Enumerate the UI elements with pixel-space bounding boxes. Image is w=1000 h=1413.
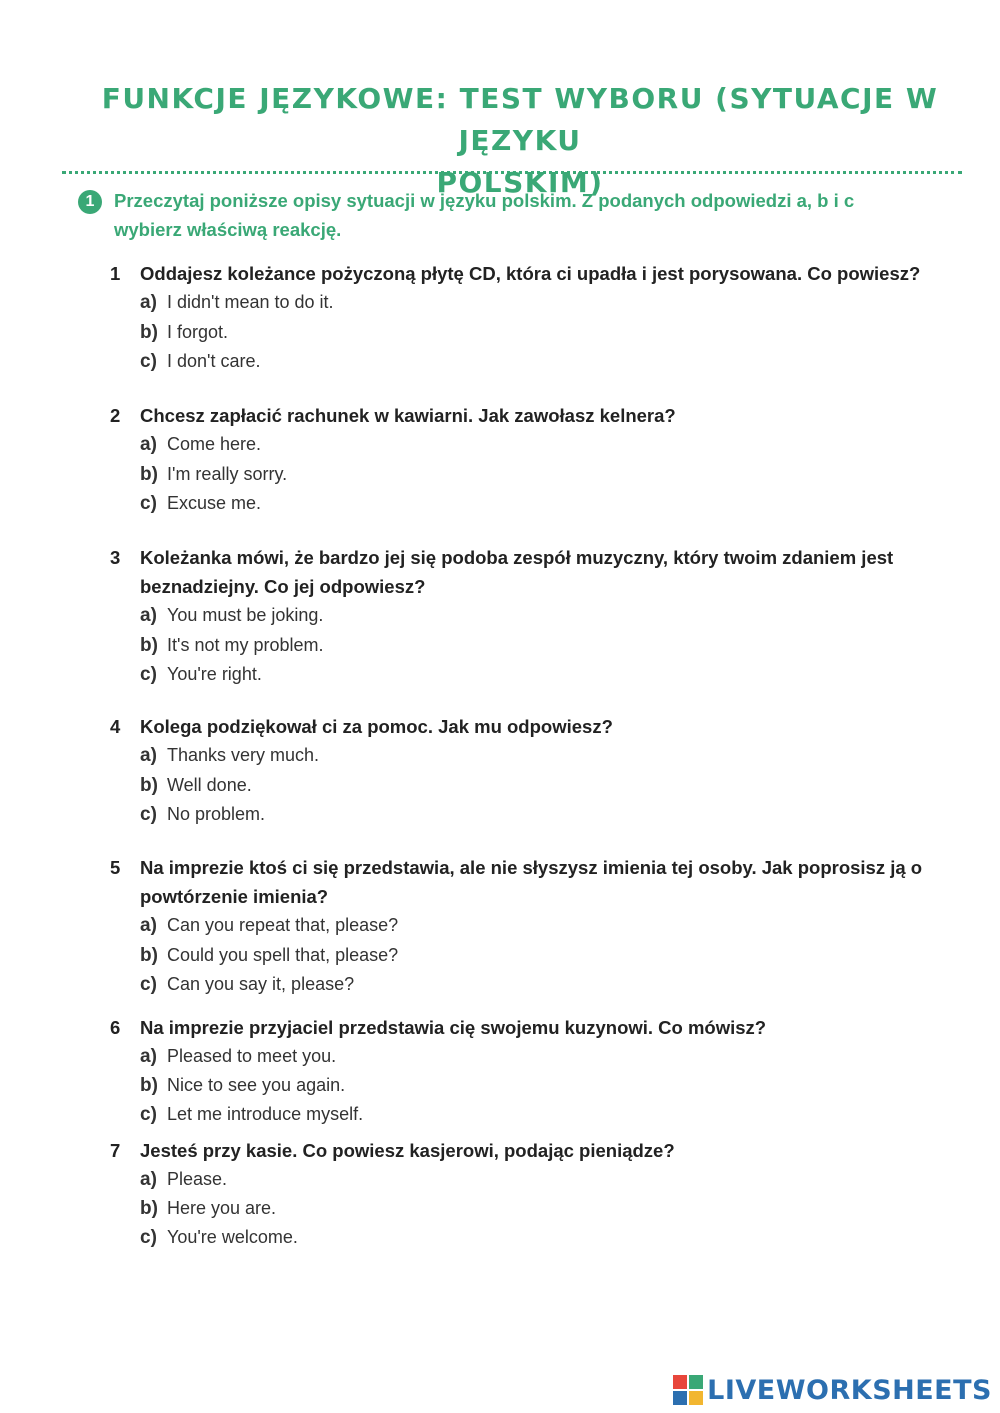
option-b[interactable] <box>140 318 950 348</box>
option-c[interactable] <box>140 970 950 1000</box>
question-number: 1 <box>110 263 121 284</box>
option-text: Can you say it, please? <box>167 974 355 994</box>
question-text: Jesteś przy kasie. Co powiesz kasjerowi, podając pieniądze? <box>140 1140 675 1161</box>
question-4 <box>110 712 950 830</box>
option-label: a) <box>140 605 157 626</box>
question-7 <box>110 1136 950 1252</box>
option-label: b) <box>140 321 158 343</box>
question-6 <box>110 1013 950 1129</box>
option-label: c) <box>140 1104 157 1125</box>
option-label: b) <box>140 1075 158 1096</box>
option-a[interactable] <box>140 430 950 460</box>
option-label: c) <box>140 974 157 995</box>
option-b[interactable] <box>140 460 950 490</box>
question-text: Kolega podziękował ci za pomoc. Jak mu odpowiesz? <box>140 716 613 737</box>
question-number: 6 <box>110 1017 121 1038</box>
option-text: Excuse me. <box>167 493 262 513</box>
option-text: I'm really sorry. <box>167 463 288 484</box>
logo-square <box>689 1391 703 1405</box>
option-text: Well done. <box>167 774 252 795</box>
option-text: Could you spell that, please? <box>167 944 399 965</box>
option-text: Let me introduce myself. <box>167 1104 364 1124</box>
option-label: c) <box>140 493 157 514</box>
question-3 <box>110 543 950 690</box>
logo-square <box>673 1375 687 1389</box>
question-number: 5 <box>110 857 121 878</box>
option-label: a) <box>140 915 157 936</box>
question-number: 7 <box>110 1140 121 1161</box>
option-c[interactable] <box>140 660 950 690</box>
option-label: c) <box>140 1227 157 1248</box>
liveworksheets-brand[interactable] <box>673 1373 992 1407</box>
option-label: a) <box>140 434 157 455</box>
option-text: Can you repeat that, please? <box>167 915 399 935</box>
liveworksheets-wordmark: LIVEWORKSHEETS <box>707 1374 992 1406</box>
option-b[interactable] <box>140 631 950 661</box>
option-c[interactable] <box>140 800 950 830</box>
option-text: I forgot. <box>167 321 229 342</box>
exercise-number-badge: 1 <box>78 190 102 214</box>
option-c[interactable] <box>140 1100 950 1129</box>
question-number: 2 <box>110 405 121 426</box>
logo-square <box>673 1391 687 1405</box>
option-text: I don't care. <box>167 351 261 371</box>
option-c[interactable] <box>140 489 950 519</box>
option-label: c) <box>140 804 157 825</box>
option-c[interactable] <box>140 1223 950 1252</box>
option-c[interactable] <box>140 347 950 377</box>
option-a[interactable] <box>140 1165 950 1194</box>
question-text: Na imprezie ktoś ci się przedstawia, ale nie słyszysz imienia tej osoby. Jak poprosisz ją o powtórzenie imienia? <box>140 857 923 907</box>
question-2 <box>110 401 950 519</box>
option-b[interactable] <box>140 771 950 801</box>
option-label: a) <box>140 745 157 766</box>
question-text: Oddajesz koleżance pożyczoną płytę CD, która ci upadła i jest porysowana. Co powiesz? <box>140 263 921 284</box>
option-text: You're right. <box>167 664 262 684</box>
option-label: c) <box>140 664 157 685</box>
question-text: Na imprezie przyjaciel przedstawia cię swojemu kuzynowi. Co mówisz? <box>140 1017 767 1038</box>
page-title-line-1: FUNKCJE JĘZYKOWE: TEST WYBORU (SYTUACJE W JĘZYKU <box>101 82 939 157</box>
option-b[interactable] <box>140 1071 950 1100</box>
option-b[interactable] <box>140 941 950 971</box>
option-label: c) <box>140 351 157 372</box>
option-a[interactable] <box>140 601 950 631</box>
option-text: It's not my problem. <box>167 634 324 655</box>
option-text: Here you are. <box>167 1198 277 1218</box>
exercise-instruction: Przeczytaj poniższe opisy sytuacji w języku polskim. Z podanych odpowiedzi a, b i c wybierz właściwą reakcję. <box>114 190 855 240</box>
option-text: Pleased to meet you. <box>167 1046 337 1066</box>
option-a[interactable] <box>140 288 950 318</box>
option-a[interactable] <box>140 1042 950 1071</box>
option-b[interactable] <box>140 1194 950 1223</box>
page-title-line-2: POLSKIM) <box>436 166 604 199</box>
option-text: Thanks very much. <box>167 745 320 765</box>
option-text: You must be joking. <box>167 605 324 625</box>
dotted-divider <box>62 171 962 174</box>
question-5 <box>110 853 950 1000</box>
option-label: b) <box>140 1198 158 1219</box>
option-label: b) <box>140 774 158 796</box>
logo-square <box>689 1375 703 1389</box>
option-a[interactable] <box>140 911 950 941</box>
option-label: a) <box>140 1169 157 1190</box>
option-text: No problem. <box>167 804 266 824</box>
option-label: b) <box>140 944 158 966</box>
option-text: Nice to see you again. <box>167 1075 346 1095</box>
question-number: 4 <box>110 716 121 737</box>
option-label: b) <box>140 463 158 485</box>
option-text: You're welcome. <box>167 1227 298 1247</box>
question-1 <box>110 259 950 377</box>
option-label: b) <box>140 634 158 656</box>
option-text: Please. <box>167 1169 228 1189</box>
option-text: Come here. <box>167 434 262 454</box>
liveworksheets-logo-icon <box>673 1375 703 1405</box>
option-label: a) <box>140 1046 157 1067</box>
question-text: Koleżanka mówi, że bardzo jej się podoba zespół muzyczny, który twoim zdaniem jest beznadziejny. Co jej odpowiesz? <box>140 547 894 597</box>
option-a[interactable] <box>140 741 950 771</box>
question-text: Chcesz zapłacić rachunek w kawiarni. Jak zawołasz kelnera? <box>140 405 676 426</box>
question-number: 3 <box>110 547 121 568</box>
option-text: I didn't mean to do it. <box>167 292 334 312</box>
option-label: a) <box>140 292 157 313</box>
